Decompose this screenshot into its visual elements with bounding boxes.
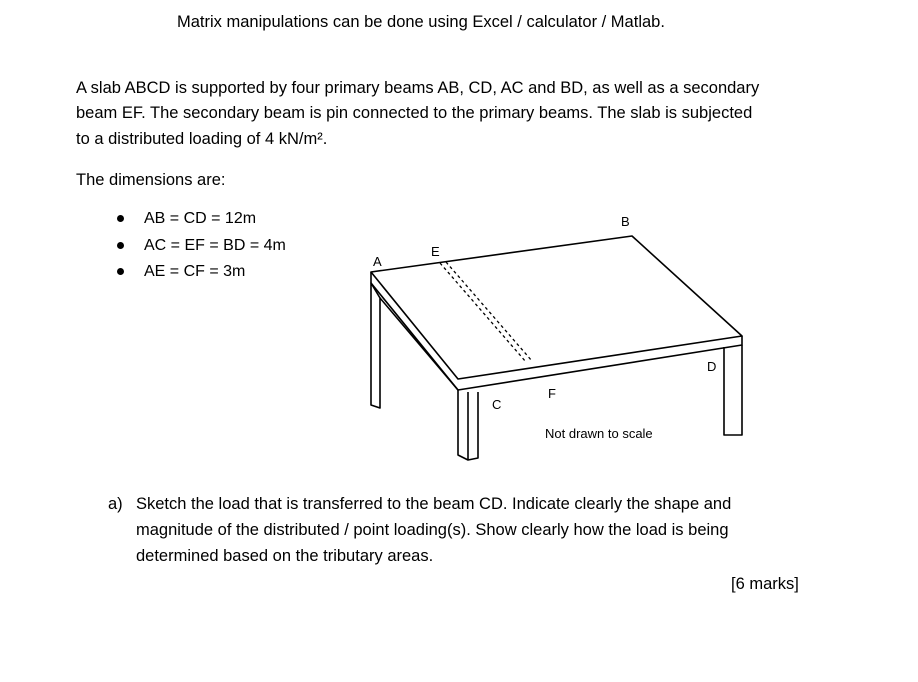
dimensions-heading: The dimensions are:: [76, 171, 226, 189]
question-line: magnitude of the distributed / point loading(s). Show clearly how the load is being: [136, 521, 729, 539]
slab-top-outline: [371, 236, 742, 379]
question-marker: a): [108, 495, 123, 513]
label-c: C: [492, 397, 502, 412]
label-a: A: [373, 254, 382, 269]
intro-line: to a distributed loading of 4 kN/m².: [76, 130, 328, 148]
label-d: D: [707, 359, 717, 374]
label-f: F: [548, 386, 556, 401]
leg-d: [724, 345, 742, 435]
header-note: Matrix manipulations can be done using Excel / calculator / Matlab.: [177, 13, 665, 31]
label-b: B: [621, 214, 630, 229]
secondary-beam-ef: [440, 263, 526, 362]
dimension-item: AB = CD = 12m: [144, 210, 257, 227]
dimension-item: AC = EF = BD = 4m: [144, 237, 286, 254]
label-e: E: [431, 244, 440, 259]
question-line: Sketch the load that is transferred to the beam CD. Indicate clearly the shape and: [136, 495, 732, 513]
marks-label: [6 marks]: [731, 575, 799, 593]
scale-note: Not drawn to scale: [545, 426, 653, 441]
leg-a: [371, 283, 380, 408]
slab-edge-front: [371, 272, 742, 390]
question-line: determined based on the tributary areas.: [136, 547, 434, 565]
dimension-item: AE = CF = 3m: [144, 263, 246, 280]
intro-line: beam EF. The secondary beam is pin connected to the primary beams. The slab is subjected: [76, 104, 753, 122]
intro-line: A slab ABCD is supported by four primary beams AB, CD, AC and BD, as well as a secondary: [76, 79, 760, 97]
